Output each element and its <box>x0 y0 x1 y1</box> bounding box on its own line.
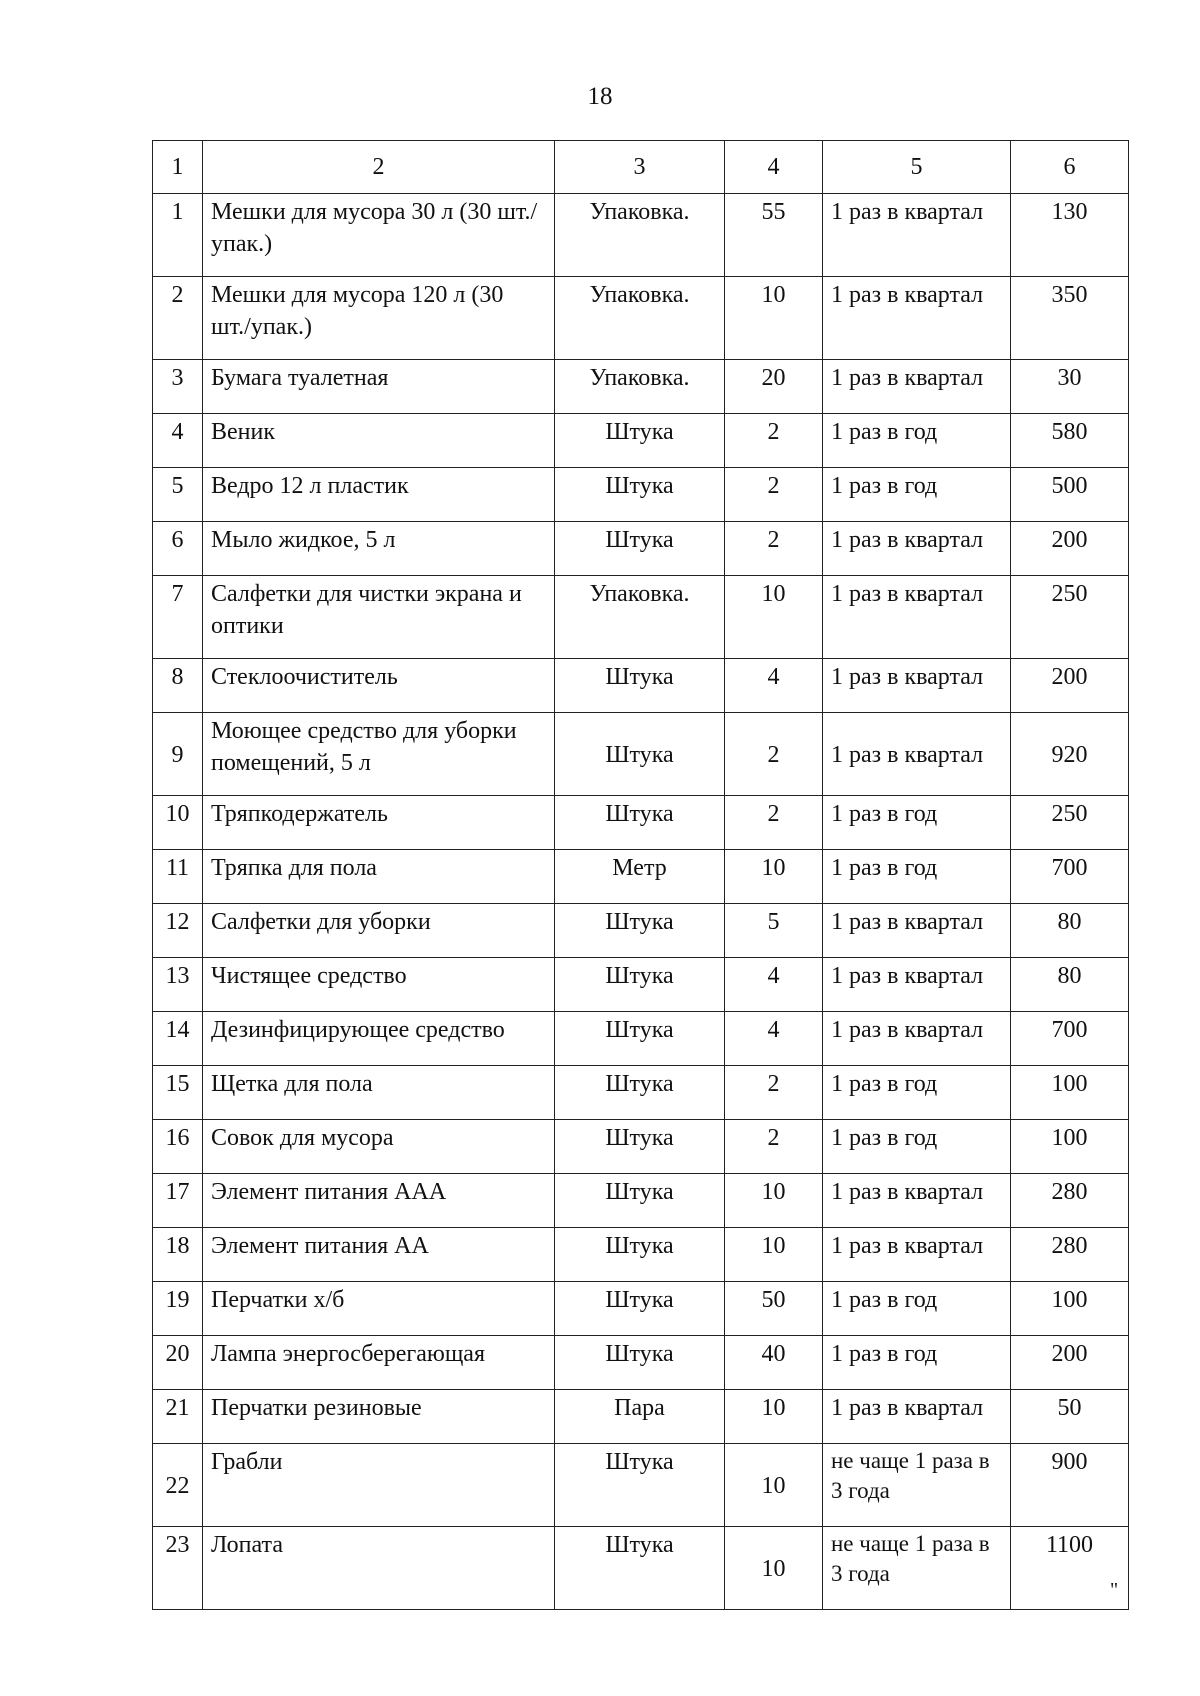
page-number: 18 <box>587 83 613 110</box>
table-row <box>153 576 1129 659</box>
item-unit: Штука <box>555 1444 725 1527</box>
item-cost: 580 <box>1011 414 1129 468</box>
item-unit: Штука <box>555 1066 725 1120</box>
item-cost: 280 <box>1011 1228 1129 1282</box>
item-name: Чистящее средство <box>203 958 555 1012</box>
item-unit: Штука <box>555 1228 725 1282</box>
item-frequency: 1 раз в квартал <box>823 1228 1011 1282</box>
item-unit: Штука <box>555 1527 725 1610</box>
table-row <box>153 194 1129 277</box>
item-frequency: 1 раз в квартал <box>823 277 1011 360</box>
table-row <box>153 1527 1129 1610</box>
row-number: 3 <box>153 360 203 414</box>
item-name: Моющее средство для уборки помещений, 5 л <box>203 713 555 796</box>
item-unit: Штука <box>555 468 725 522</box>
table-row <box>153 522 1129 576</box>
item-cost: 200 <box>1011 1336 1129 1390</box>
item-quantity: 2 <box>725 1066 823 1120</box>
item-cost: 130 <box>1011 194 1129 277</box>
row-number: 20 <box>153 1336 203 1390</box>
table-row <box>153 1390 1129 1444</box>
item-quantity: 4 <box>725 1012 823 1066</box>
item-cost: 250 <box>1011 796 1129 850</box>
item-cost: 900 <box>1011 1444 1129 1527</box>
item-name: Салфетки для чистки экрана и оптики <box>203 576 555 659</box>
item-name: Мыло жидкое, 5 л <box>203 522 555 576</box>
item-cost: 80 <box>1011 904 1129 958</box>
item-frequency: не чаще 1 раза в 3 года <box>823 1444 1011 1527</box>
item-frequency: 1 раз в квартал <box>823 360 1011 414</box>
item-name: Щетка для пола <box>203 1066 555 1120</box>
row-number: 15 <box>153 1066 203 1120</box>
item-cost: 1100 <box>1011 1527 1129 1610</box>
row-number: 12 <box>153 904 203 958</box>
table-row <box>153 414 1129 468</box>
header-cell: 5 <box>823 141 1011 194</box>
row-number: 10 <box>153 796 203 850</box>
item-frequency: 1 раз в квартал <box>823 1174 1011 1228</box>
item-quantity: 2 <box>725 796 823 850</box>
item-cost: 250 <box>1011 576 1129 659</box>
item-cost: 30 <box>1011 360 1129 414</box>
item-frequency: 1 раз в квартал <box>823 194 1011 277</box>
item-unit: Штука <box>555 958 725 1012</box>
item-name: Тряпка для пола <box>203 850 555 904</box>
row-number: 14 <box>153 1012 203 1066</box>
item-frequency: 1 раз в год <box>823 850 1011 904</box>
item-name: Стеклоочиститель <box>203 659 555 713</box>
item-name: Мешки для мусора 30 л (30 шт./упак.) <box>203 194 555 277</box>
item-quantity: 2 <box>725 414 823 468</box>
item-cost: 280 <box>1011 1174 1129 1228</box>
table-row <box>153 1066 1129 1120</box>
header-cell: 1 <box>153 141 203 194</box>
table-row <box>153 796 1129 850</box>
table-row <box>153 1012 1129 1066</box>
item-quantity: 10 <box>725 1390 823 1444</box>
item-unit: Штука <box>555 1012 725 1066</box>
item-frequency: 1 раз в год <box>823 1066 1011 1120</box>
item-frequency: 1 раз в квартал <box>823 713 1011 796</box>
row-number: 13 <box>153 958 203 1012</box>
item-frequency: 1 раз в квартал <box>823 904 1011 958</box>
item-cost: 100 <box>1011 1282 1129 1336</box>
item-unit: Штука <box>555 1174 725 1228</box>
item-quantity: 2 <box>725 522 823 576</box>
row-number: 22 <box>153 1444 203 1527</box>
row-number: 7 <box>153 576 203 659</box>
item-unit: Пара <box>555 1390 725 1444</box>
row-number: 9 <box>153 713 203 796</box>
item-cost: 350 <box>1011 277 1129 360</box>
item-name: Грабли <box>203 1444 555 1527</box>
header-cell: 4 <box>725 141 823 194</box>
item-frequency: 1 раз в квартал <box>823 659 1011 713</box>
row-number: 4 <box>153 414 203 468</box>
table-row <box>153 1120 1129 1174</box>
item-name: Лампа энергосберегающая <box>203 1336 555 1390</box>
item-cost: 200 <box>1011 522 1129 576</box>
row-number: 18 <box>153 1228 203 1282</box>
item-quantity: 4 <box>725 659 823 713</box>
item-quantity: 2 <box>725 1120 823 1174</box>
table-header-row <box>153 141 1129 194</box>
item-frequency: 1 раз в год <box>823 414 1011 468</box>
item-cost: 100 <box>1011 1066 1129 1120</box>
item-quantity: 10 <box>725 1228 823 1282</box>
row-number: 17 <box>153 1174 203 1228</box>
item-name: Салфетки для уборки <box>203 904 555 958</box>
item-cost: 700 <box>1011 1012 1129 1066</box>
item-unit: Штука <box>555 1336 725 1390</box>
item-frequency: 1 раз в год <box>823 1282 1011 1336</box>
row-number: 23 <box>153 1527 203 1610</box>
table-row <box>153 1174 1129 1228</box>
table-row <box>153 468 1129 522</box>
row-number: 11 <box>153 850 203 904</box>
item-unit: Упаковка. <box>555 576 725 659</box>
row-number: 19 <box>153 1282 203 1336</box>
header-cell: 2 <box>203 141 555 194</box>
item-quantity: 20 <box>725 360 823 414</box>
table-row <box>153 659 1129 713</box>
item-quantity: 4 <box>725 958 823 1012</box>
row-number: 16 <box>153 1120 203 1174</box>
item-cost: 920 <box>1011 713 1129 796</box>
item-name: Лопата <box>203 1527 555 1610</box>
item-unit: Упаковка. <box>555 194 725 277</box>
item-name: Бумага туалетная <box>203 360 555 414</box>
item-unit: Штука <box>555 713 725 796</box>
item-name: Дезинфицирующее средство <box>203 1012 555 1066</box>
table-row <box>153 1336 1129 1390</box>
table-row <box>153 277 1129 360</box>
table-row <box>153 958 1129 1012</box>
item-frequency: 1 раз в год <box>823 796 1011 850</box>
item-quantity: 10 <box>725 277 823 360</box>
item-name: Ведро 12 л пластик <box>203 468 555 522</box>
item-unit: Упаковка. <box>555 277 725 360</box>
item-name: Элемент питания АА <box>203 1228 555 1282</box>
table-row <box>153 360 1129 414</box>
item-cost: 80 <box>1011 958 1129 1012</box>
item-frequency: 1 раз в квартал <box>823 1012 1011 1066</box>
item-quantity: 10 <box>725 576 823 659</box>
item-quantity: 10 <box>725 1444 823 1527</box>
item-unit: Штука <box>555 414 725 468</box>
item-unit: Штука <box>555 796 725 850</box>
item-cost: 200 <box>1011 659 1129 713</box>
item-quantity: 50 <box>725 1282 823 1336</box>
item-quantity: 40 <box>725 1336 823 1390</box>
header-cell: 3 <box>555 141 725 194</box>
item-frequency: 1 раз в год <box>823 1120 1011 1174</box>
item-name: Перчатки резиновые <box>203 1390 555 1444</box>
item-unit: Штука <box>555 1120 725 1174</box>
item-quantity: 5 <box>725 904 823 958</box>
item-frequency: 1 раз в квартал <box>823 576 1011 659</box>
item-frequency: 1 раз в год <box>823 1336 1011 1390</box>
supplies-table <box>152 140 1129 1610</box>
item-quantity: 10 <box>725 850 823 904</box>
item-name: Мешки для мусора 120 л (30 шт./упак.) <box>203 277 555 360</box>
table-row <box>153 1282 1129 1336</box>
row-number: 2 <box>153 277 203 360</box>
table-row <box>153 850 1129 904</box>
item-name: Совок для мусора <box>203 1120 555 1174</box>
item-quantity: 10 <box>725 1527 823 1610</box>
table-row <box>153 904 1129 958</box>
row-number: 8 <box>153 659 203 713</box>
item-frequency: 1 раз в квартал <box>823 958 1011 1012</box>
row-number: 6 <box>153 522 203 576</box>
item-unit: Метр <box>555 850 725 904</box>
item-quantity: 55 <box>725 194 823 277</box>
item-name: Тряпкодержатель <box>203 796 555 850</box>
item-cost: 50 <box>1011 1390 1129 1444</box>
table-row <box>153 713 1129 796</box>
item-frequency: 1 раз в квартал <box>823 522 1011 576</box>
item-unit: Штука <box>555 659 725 713</box>
item-frequency: не чаще 1 раза в 3 года <box>823 1527 1011 1610</box>
row-number: 5 <box>153 468 203 522</box>
row-number: 21 <box>153 1390 203 1444</box>
item-cost: 700 <box>1011 850 1129 904</box>
item-cost: 500 <box>1011 468 1129 522</box>
header-cell: 6 <box>1011 141 1129 194</box>
item-frequency: 1 раз в квартал <box>823 1390 1011 1444</box>
row-number: 1 <box>153 194 203 277</box>
closing-quote-mark: " <box>1110 1579 1119 1601</box>
item-name: Перчатки х/б <box>203 1282 555 1336</box>
item-unit: Штука <box>555 904 725 958</box>
table-row <box>153 1228 1129 1282</box>
item-frequency: 1 раз в год <box>823 468 1011 522</box>
item-quantity: 2 <box>725 468 823 522</box>
item-quantity: 10 <box>725 1174 823 1228</box>
item-unit: Упаковка. <box>555 360 725 414</box>
item-unit: Штука <box>555 1282 725 1336</box>
item-quantity: 2 <box>725 713 823 796</box>
table-row <box>153 1444 1129 1527</box>
item-unit: Штука <box>555 522 725 576</box>
item-name: Веник <box>203 414 555 468</box>
item-cost: 100 <box>1011 1120 1129 1174</box>
item-name: Элемент питания ААА <box>203 1174 555 1228</box>
